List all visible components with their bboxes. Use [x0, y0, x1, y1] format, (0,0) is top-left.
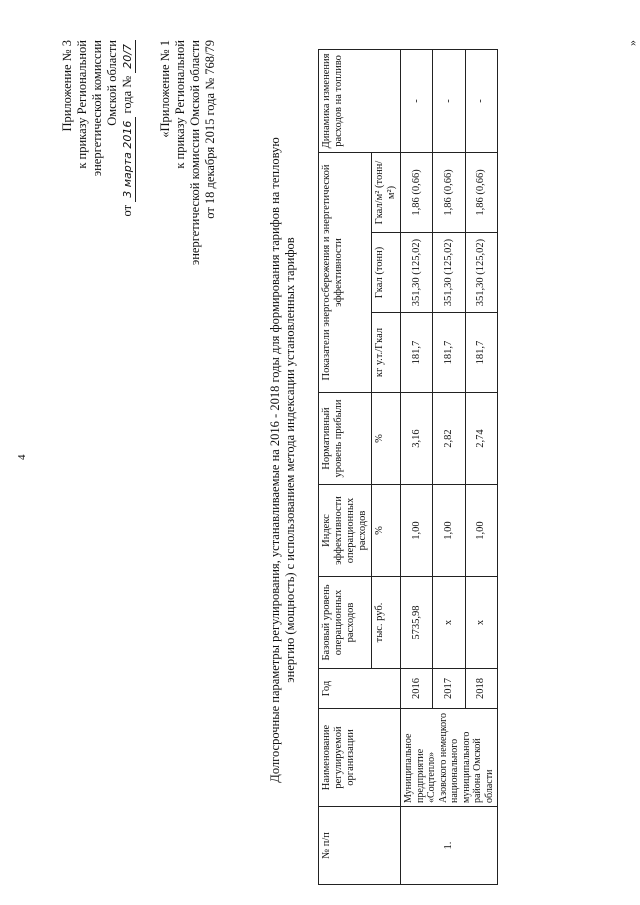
appendix-header-previous [158, 40, 218, 265]
col-header-profit: Нормативный уровень прибыли [319, 393, 372, 485]
cell-index: 1,00 [401, 485, 433, 577]
cell-year: 2018 [465, 669, 497, 709]
cell-fuel: - [465, 49, 497, 152]
appendix-title: «Приложение № 1 [158, 40, 172, 138]
cell-gcal-m2: 1,86 (0,66) [433, 152, 465, 232]
unit-gcal-m2: Гкал/м² (тонн/м²) [372, 152, 401, 232]
cell-fuel: - [433, 49, 465, 152]
appendix-line: к приказу Региональной [75, 40, 89, 169]
unit-efficiency-index: % [372, 485, 401, 577]
appendix-line: энергетической комиссии Омской области [188, 40, 202, 266]
cell-year: 2017 [433, 669, 465, 709]
date-prefix: от [120, 204, 134, 217]
cell-fuel: - [401, 49, 433, 152]
document-title [268, 75, 298, 845]
organization-name: Муниципальное предприятие «Соцтепло» Азовского немецкого национального муниципального района Омской области [401, 709, 498, 807]
cell-gcal: 351,30 (125,02) [401, 233, 433, 313]
appendix-line: от 18 декабря 2015 года № 768/79 [203, 40, 217, 219]
unit-kg: кг у.т./Гкал [372, 313, 401, 393]
col-header-base-costs: Базовый уровень операционных расходов [319, 577, 372, 669]
date-suffix: года № [120, 75, 134, 114]
col-header-fuel: Динамика изменения расходов на топливо [319, 49, 401, 152]
unit-profit: % [372, 393, 401, 485]
cell-base: х [433, 577, 465, 669]
parameters-table [318, 49, 498, 885]
cell-base: 5735,98 [401, 577, 433, 669]
unit-base-costs: тыс. руб. [372, 577, 401, 669]
cell-profit: 2,74 [465, 393, 497, 485]
handwritten-number: 20/7 [120, 40, 136, 73]
cell-gcal: 351,30 (125,02) [465, 233, 497, 313]
col-header-year: Год [319, 669, 401, 709]
row-number: 1. [401, 807, 498, 885]
table-row [401, 49, 433, 884]
cell-gcal-m2: 1,86 (0,66) [465, 152, 497, 232]
cell-gcal-m2: 1,86 (0,66) [401, 152, 433, 232]
closing-quote: » [625, 40, 639, 46]
appendix-title: Приложение № 3 [60, 40, 74, 132]
handwritten-date: 3 марта 2016 [120, 117, 136, 202]
cell-index: 1,00 [433, 485, 465, 577]
col-header-num: № п/п [319, 807, 401, 885]
cell-index: 1,00 [465, 485, 497, 577]
col-header-energy: Показатели энергосбережения и энергетической эффективности [319, 152, 372, 392]
title-line: Долгосрочные параметры регулирования, устанавливаемые на 2016 - 2018 годы для формирования тарифов на тепловую [268, 137, 282, 783]
cell-kg: 181,7 [401, 313, 433, 393]
appendix-line: энергетической комиссии [90, 40, 104, 177]
appendix-date-line [120, 40, 136, 216]
col-header-org: Наименование регулируемой организации [319, 709, 401, 807]
unit-gcal: Гкал (тонн) [372, 233, 401, 313]
cell-kg: 181,7 [433, 313, 465, 393]
appendix-line: к приказу Региональной [173, 40, 187, 169]
cell-year: 2016 [401, 669, 433, 709]
cell-base: х [465, 577, 497, 669]
col-header-efficiency-index: Индекс эффективности операционных расходов [319, 485, 372, 577]
header-row [319, 49, 372, 884]
appendix-line: Омской области [105, 40, 119, 126]
appendix-header-current [60, 40, 136, 216]
cell-kg: 181,7 [465, 313, 497, 393]
page-number: 4 [16, 454, 28, 460]
cell-profit: 2,82 [433, 393, 465, 485]
cell-gcal: 351,30 (125,02) [433, 233, 465, 313]
cell-profit: 3,16 [401, 393, 433, 485]
title-line: энергию (мощность) с использованием метода индексации установленных тарифов [283, 237, 297, 683]
